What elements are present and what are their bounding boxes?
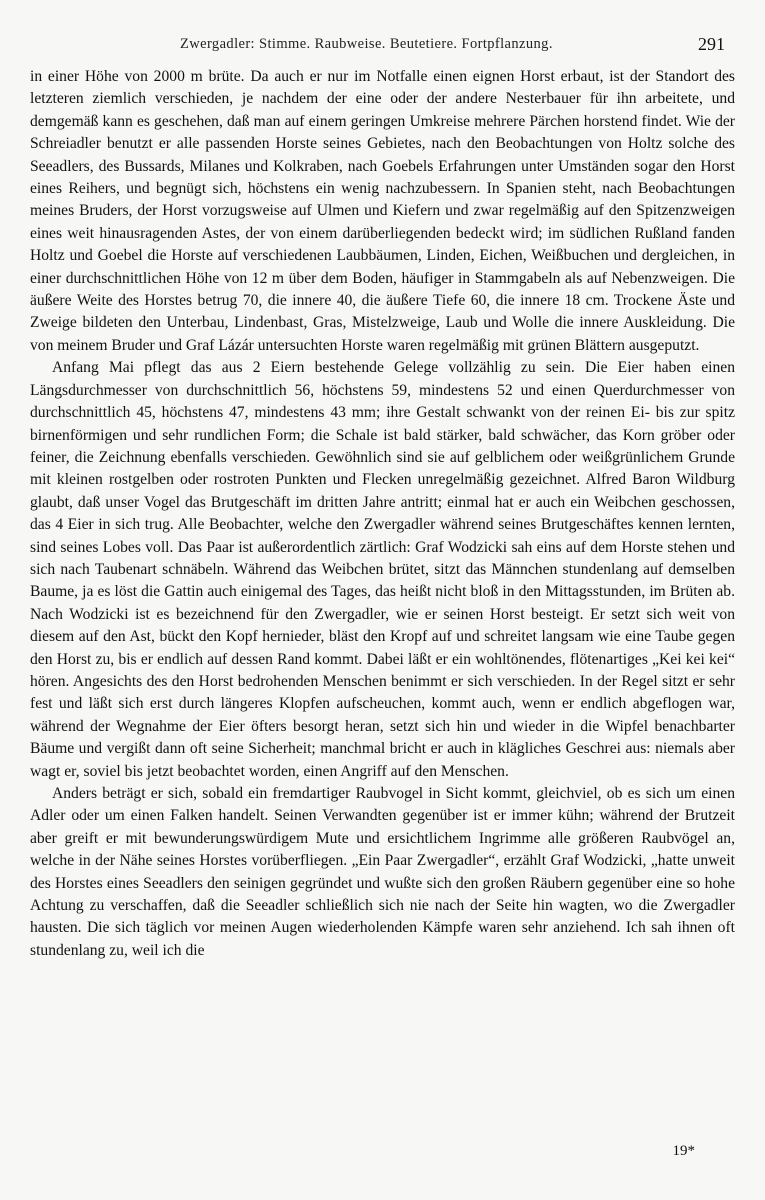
paragraph-2: Anfang Mai pflegt das aus 2 Eiern bestehende Gelege vollzählig zu sein. Die Eier haben einen Längsdurchmesser von durchschnittlich 56, höchstens 59, mindestens 52 und einen Querdurchmesser von durchschnittlich 45, höchstens 47, mindestens 43 mm; ihre Gestalt schwankt von der reinen Ei- bis zur spitz birnenförmigen und sehr rundlichen Form; die Schale ist bald stärker, bald schwächer, das Korn gröber oder feiner, die Zeichnung ebenfalls verschieden. Gewöhnlich sind sie auf gelblichem oder weißgrünlichem Grunde mit kleinen rostgelben oder rostroten Punkten und Flecken unregelmäßig gezeichnet. Alfred Baron Wildburg glaubt, daß unser Vogel das Brutgeschäft im dritten Jahre antritt; einmal hat er auch ein Weibchen geschossen, das 4 Eier in sich trug. Alle Beobachter, welche den Zwergadler während seines Brutgeschäftes kennen lernten, sind seines Lobes voll. Das Paar ist außerordentlich zärtlich: Graf Wodzicki sah eins auf dem Horste stehen und sich nach Taubenart schnäbeln. Während das Weibchen brütet, sitzt das Männchen stundenlang auf demselben Baume, ja es löst die Gattin auch einigemal des Tages, das heißt nicht bloß in den Mittagsstunden, im Brüten ab. Nach Wodzicki ist es bezeichnend für den Zwergadler, wie er seinen Horst besteigt. Er setzt sich weit von diesem auf den Ast, bückt den Kopf hernieder, bläst den Kropf auf und schreitet langsam wie eine Taube gegen den Horst zu, bis er endlich auf dessen Rand kommt. Dabei läßt er ein wohltönendes, flötenartiges „Kei kei kei“ hören. Angesichts des den Horst bedrohenden Menschen benimmt er sich verschieden. In der Regel sitzt er sehr fest und läßt sich erst durch längeres Klopfen aufscheuchen, kommt auch, wenn er endlich abgeflogen war, während der Wegnahme der Eier öfters besorgt heran, setzt sich hin und wieder in die Wipfel benachbarter Bäume und vergißt dann oft seine Sicherheit; manchmal bricht er auch in klägliches Geschrei aus: niemals aber wagt er, soviel bis jetzt beobachtet worden, einen Angriff auf den Menschen. [30, 359, 735, 780]
sheet-signature: 19* [672, 1143, 695, 1159]
running-title: Zwergadler: Stimme. Raubweise. Beutetiere. Fortpflanzung. [180, 36, 553, 52]
paragraph-3: Anders beträgt er sich, sobald ein fremdartiger Raubvogel in Sicht kommt, gleichviel, ob es sich um einen Adler oder um einen Falken handelt. Seinen Verwandten gegenüber ist er immer kühn; während der Brutzeit aber greift er mit bewunderungswürdigem Mute und ersichtlichem Ingrimme alle größeren Raubvögel an, welche in der Nähe seines Horstes vorüberfliegen. „Ein Paar Zwergadler“, erzählt Graf Wodzicki, „hatte unweit des Horstes eines Seeadlers den seinigen gegründet und wußte sich den großen Räubern gegenüber eine so hohe Achtung zu verschaffen, daß die Seeadler schließlich sich nie nach der Seite hin wagten, wo die Zwergadler hausten. Die sich täglich vor meinen Augen wiederholenden Kämpfe waren sehr anziehend. Ich sah ihnen oft stundenlang zu, weil ich die [30, 785, 735, 959]
paragraph-1: in einer Höhe von 2000 m brüte. Da auch er nur im Notfalle einen eignen Horst erbaut, ist der Standort des letzteren ziemlich verschieden, je nachdem der eine oder der andere Nesterbauer für ihn arbeitete, und demgemäß kann es geschehen, daß man auf einem geringen Umkreise mehrere Pärchen horstend findet. Wie der Schreiadler benutzt er alle passenden Horste seines Gebietes, nach den Beobachtungen von Holtz solche des Seeadlers, des Bussards, Milanes und Kolkraben, nach Goebels Erfahrungen unter Umständen sogar den Horst eines Reihers, und begnügt sich, höchstens ein wenig nachzubessern. In Spanien steht, nach Beobachtungen meines Bruders, der Horst vorzugsweise auf Ulmen und Kiefern und zwar regelmäßig auf den Spitzenzweigen eines weit hinausragenden Astes, der von einem darüberliegenden bedeckt wird; im südlichen Rußland fanden Holtz und Goebel die Horste auf verschiedenen Laubbäumen, Linden, Eichen, Weißbuchen und dergleichen, in einer durchschnittlichen Höhe von 12 m über dem Boden, häufiger in Stammgabeln als auf Nebenzweigen. Die äußere Weite des Horstes betrug 70, die innere 40, die äußere Tiefe 60, die innere 18 cm. Trockene Äste und Zweige bildeten den Unterbau, Lindenbast, Gras, Mistelzweige, Laub und Wolle die innere Auskleidung. Die von meinem Bruder und Graf Lázár untersuchten Horste waren regelmäßig mit grünen Blättern ausgeputzt. [30, 68, 735, 354]
body-text [30, 66, 735, 962]
page-header [30, 30, 735, 66]
page-number: 291 [698, 34, 725, 54]
